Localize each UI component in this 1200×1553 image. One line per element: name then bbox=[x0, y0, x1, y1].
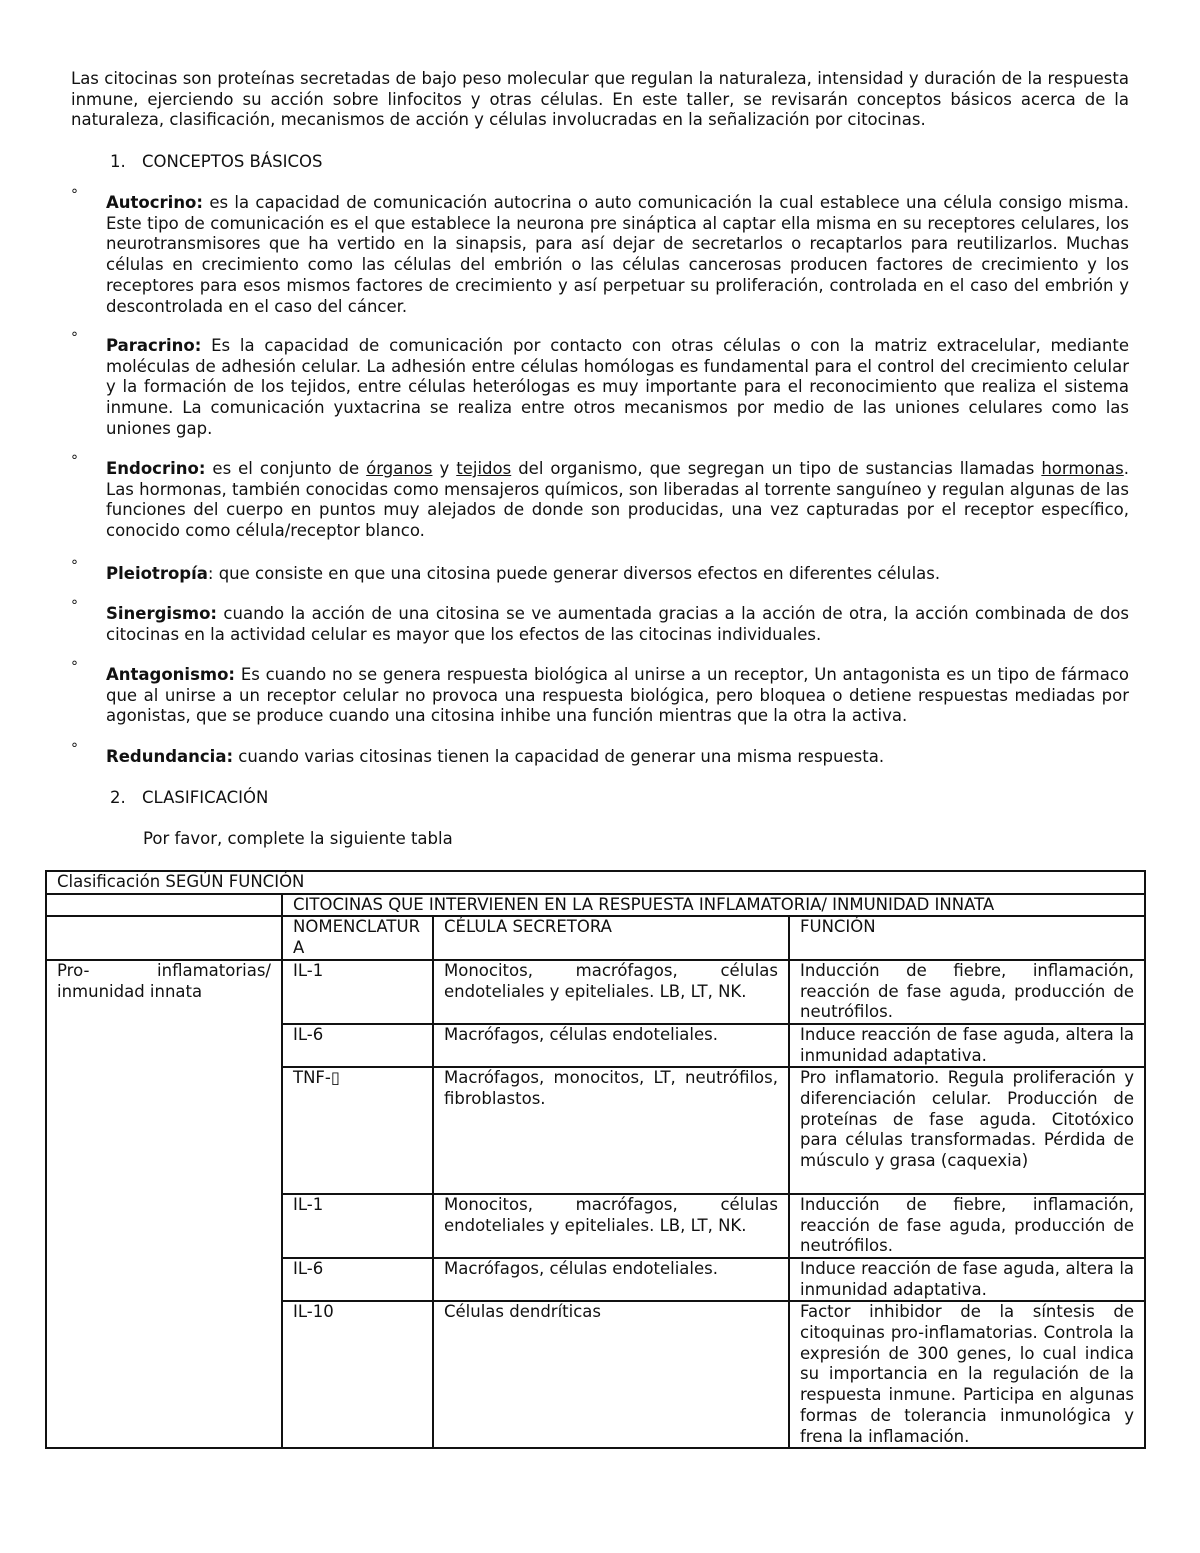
table-title: Clasificación SEGÚN FUNCIÓN bbox=[46, 871, 1145, 894]
table-title-row bbox=[46, 871, 1145, 894]
table-header-row bbox=[46, 916, 1145, 959]
concept-antagonismo bbox=[71, 659, 1129, 727]
secreting-cell: Monocitos, macrófagos, células endoteliales y epiteliales. LB, LT, NK. bbox=[433, 1194, 789, 1258]
table-subtitle-row bbox=[46, 894, 1145, 917]
secreting-cell: Macrófagos, células endoteliales. bbox=[433, 1024, 789, 1067]
header-nomenclature: NOMENCLATURA bbox=[282, 916, 433, 959]
cytokine-function: Pro inflamatorio. Regula proliferación y diferenciación celular. Producción de proteínas de fase aguda. Citotóxico para células transformadas. Pérdida de músculo y grasa (caquexia) bbox=[789, 1067, 1145, 1194]
concept-term: Pleiotropía bbox=[106, 564, 208, 583]
group-label: Pro- inflamatorias/ inmunidad innata bbox=[46, 960, 282, 1448]
concept-autocrino bbox=[71, 187, 1129, 317]
concept-text: : que consiste en que una citosina puede generar diversos efectos en diferentes células. bbox=[207, 564, 941, 583]
cytokine-function: Inducción de fiebre, inflamación, reacción de fase aguda, producción de neutrófilos. bbox=[789, 960, 1145, 1024]
concept-term: Redundancia: bbox=[106, 747, 234, 766]
cytokine-function: Inducción de fiebre, inflamación, reacción de fase aguda, producción de neutrófilos. bbox=[789, 1194, 1145, 1258]
bullet-icon: ° bbox=[71, 659, 78, 675]
section-heading-concepts bbox=[110, 152, 322, 173]
bullet-icon: ° bbox=[71, 187, 78, 203]
cytokine-name: IL-6 bbox=[282, 1024, 433, 1067]
concept-text: Es la capacidad de comunicación por contacto con otras células o con la matriz extracelular, mediante moléculas de adhesión celular. La adhesión entre células homólogas es fundamental para el control del crecimiento celular y la formación de los tejidos, entre células heterólogas es muy importante para el reconocimiento que realiza el sistema inmune. La comunicación yuxtacrina se realiza entre otros mecanismos por medio de las uniones celulares como las uniones gap. bbox=[106, 336, 1129, 438]
table-subtitle: CITOCINAS QUE INTERVIENEN EN LA RESPUESTA INFLAMATORIA/ INMUNIDAD INNATA bbox=[282, 894, 1145, 917]
concept-redundancia bbox=[71, 741, 1129, 768]
secreting-cell: Células dendríticas bbox=[433, 1301, 789, 1448]
table-instruction: Por favor, complete la siguiente tabla bbox=[143, 829, 453, 848]
bullet-icon: ° bbox=[71, 330, 78, 346]
empty-cell bbox=[46, 894, 282, 917]
bullet-icon: ° bbox=[71, 598, 78, 614]
cytokine-function: Factor inhibidor de la síntesis de citoquinas pro-inflamatorias. Controla la expresión de 300 genes, lo cual indica su importancia en la regulación de la respuesta inmune. Participa en algunas formas de tolerancia inmunológica y frena la inflamación. bbox=[789, 1301, 1145, 1448]
concept-term: Antagonismo: bbox=[106, 665, 236, 684]
concept-term: Autocrino: bbox=[106, 193, 203, 212]
concept-endocrino bbox=[71, 453, 1130, 542]
concept-text: es la capacidad de comunicación autocrina o auto comunicación la cual establece una célula consigo misma. Este tipo de comunicación es el que establece la neurona pre sináptica al captar ella misma en su receptores celulares, los neurotransmisores que ha vertido en la sinapsis, para así dejar de secretarlos o recaptarlos para reutilizarlos. Muchas células en crecimiento como las células del embrión o las células cancerosas producen factores de crecimiento y los receptores para esos mismos factores de crecimiento y así perpetuar su proliferación, controlada en el caso del embrión y descontrolada en el caso del cáncer. bbox=[106, 193, 1129, 316]
bullet-icon: ° bbox=[71, 453, 78, 469]
cytokine-function: Induce reacción de fase aguda, altera la inmunidad adaptativa. bbox=[789, 1258, 1145, 1301]
concept-term: Paracrino: bbox=[106, 336, 202, 355]
secreting-cell: Macrófagos, células endoteliales. bbox=[433, 1258, 789, 1301]
cytokine-name: IL-10 bbox=[282, 1301, 433, 1448]
link-tejidos[interactable]: tejidos bbox=[456, 459, 512, 478]
header-function: FUNCIÓN bbox=[789, 916, 1145, 959]
concept-text: . Las hormonas, también conocidas como mensajeros químicos, son liberadas al torrente sanguíneo y regulan algunas de las funciones del cuerpo en puntos muy alejados de donde son producidas, una vez capturadas por el receptor específico, conocido como célula/receptor blanco. bbox=[106, 459, 1130, 541]
bullet-icon: ° bbox=[71, 558, 78, 574]
cytokine-name: IL-6 bbox=[282, 1258, 433, 1301]
concept-text: cuando la acción de una citosina se ve aumentada gracias a la acción de otra, la acción combinada de dos citocinas en la actividad celular es mayor que los efectos de las citocinas individuales. bbox=[106, 604, 1129, 644]
cytokine-name: IL-1 bbox=[282, 1194, 433, 1258]
bullet-icon: ° bbox=[71, 741, 78, 757]
concept-pleiotropia bbox=[71, 558, 1129, 585]
secreting-cell: Monocitos, macrófagos, células endoteliales y epiteliales. LB, LT, NK. bbox=[433, 960, 789, 1024]
concept-paracrino bbox=[71, 330, 1129, 440]
link-hormonas[interactable]: hormonas bbox=[1041, 459, 1124, 478]
concept-text: y bbox=[432, 459, 457, 478]
concept-term: Endocrino: bbox=[106, 459, 206, 478]
section-number: 1. bbox=[110, 152, 126, 171]
link-organos[interactable]: órganos bbox=[366, 459, 433, 478]
concept-text: cuando varias citosinas tienen la capacidad de generar una misma respuesta. bbox=[233, 747, 885, 766]
section-title: CLASIFICACIÓN bbox=[142, 788, 269, 807]
section-number: 2. bbox=[110, 788, 126, 807]
empty-cell bbox=[46, 916, 282, 959]
secreting-cell: Macrófagos, monocitos, LT, neutrófilos, fibroblastos. bbox=[433, 1067, 789, 1194]
concept-term: Sinergismo: bbox=[106, 604, 218, 623]
section-heading-clasificacion bbox=[110, 788, 268, 809]
cytokine-name: TNF-▯ bbox=[282, 1067, 433, 1194]
intro-paragraph: Las citocinas son proteínas secretadas de bajo peso molecular que regulan la naturaleza, intensidad y duración de la respuesta inmune, ejerciendo su acción sobre linfocitos y otras células. En este taller, se revisarán conceptos básicos acerca de la naturaleza, clasificación, mecanismos de acción y células involucradas en la señalización por citocinas. bbox=[71, 69, 1129, 130]
concept-text: del organismo, que segregan un tipo de sustancias llamadas bbox=[511, 459, 1042, 478]
cytokine-function: Induce reacción de fase aguda, altera la inmunidad adaptativa. bbox=[789, 1024, 1145, 1067]
concept-text: es el conjunto de bbox=[205, 459, 367, 478]
concept-text: Es cuando no se genera respuesta biológica al unirse a un receptor, Un antagonista es un tipo de fármaco que al unirse a un receptor celular no provoca una respuesta biológica, pero bloquea o detiene respuestas mediadas por agonistas, que se produce cuando una citosina inhibe una función mientras que la otra la activa. bbox=[106, 665, 1129, 726]
header-cell: CÉLULA SECRETORA bbox=[433, 916, 789, 959]
classification-table bbox=[45, 870, 1146, 1449]
cytokine-name: IL-1 bbox=[282, 960, 433, 1024]
table-row bbox=[46, 960, 1145, 1024]
section-title: CONCEPTOS BÁSICOS bbox=[142, 152, 323, 171]
concept-sinergismo bbox=[71, 598, 1129, 645]
